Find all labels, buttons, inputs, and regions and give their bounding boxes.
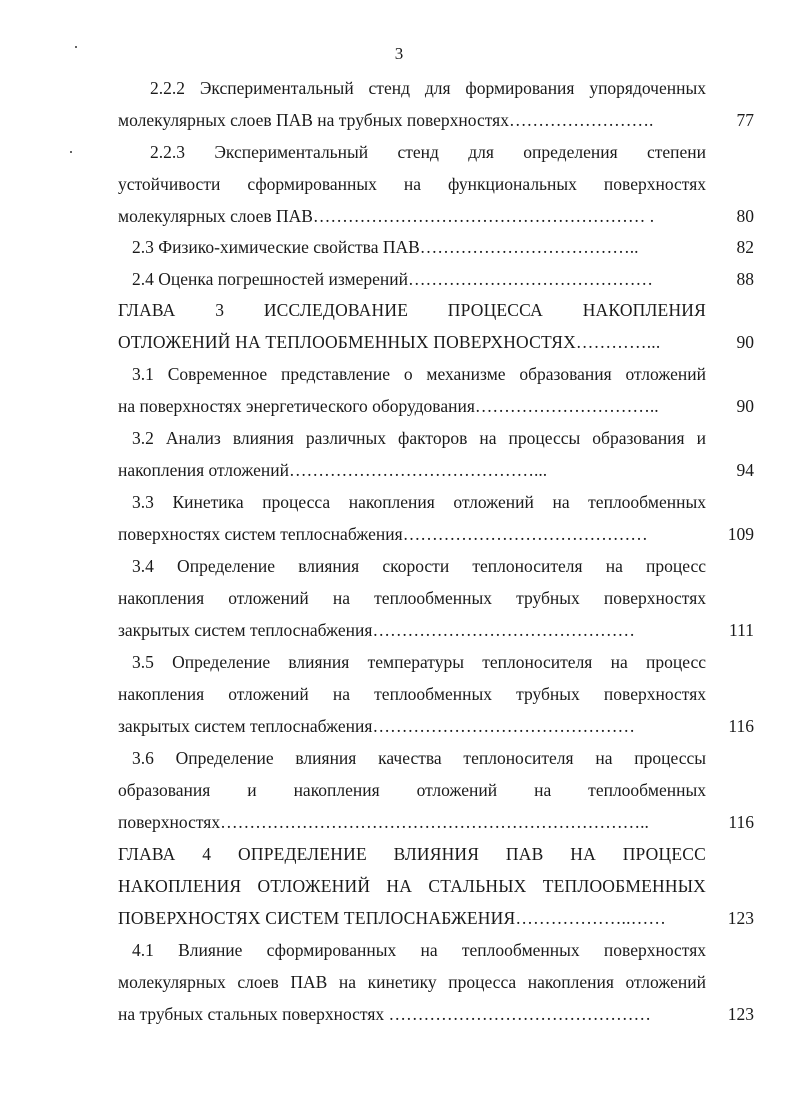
toc-line: 2.2.2 Экспериментальный стенд для формирования упорядоченных <box>150 78 706 98</box>
toc-line: 3.4 Определение влияния скорости теплоносителя на процесс <box>132 556 706 576</box>
toc-line: молекулярных слоев ПАВ на трубных поверхностях……………………. <box>118 110 654 130</box>
toc-line: 2.4 Оценка погрешностей измерений…………………………………… <box>132 269 654 289</box>
toc-line: закрытых систем теплоснабжения……………………………………… <box>118 620 635 640</box>
toc-line: закрытых систем теплоснабжения……………………………………… <box>118 716 635 736</box>
toc-line: 3.2 Анализ влияния различных факторов на процессы образования и <box>132 428 706 448</box>
toc-page-number: 94 <box>736 460 754 480</box>
toc-line: поверхностях……………………………………………………………….. <box>118 812 649 832</box>
scan-speck <box>70 151 72 153</box>
toc-line: 3.1 Современное представление о механизме образования отложений <box>132 364 706 384</box>
toc-line: молекулярных слоев ПАВ………………………………………………… . <box>118 206 655 226</box>
toc-page-number: 90 <box>736 332 754 352</box>
toc-page-number: 90 <box>736 396 754 416</box>
toc-page-number: 123 <box>727 1004 754 1024</box>
toc-page-number: 123 <box>727 908 754 928</box>
toc-line: на поверхностях энергетического оборудования………………………….. <box>118 396 659 416</box>
toc-line: ПОВЕРХНОСТЯХ СИСТЕМ ТЕПЛОСНАБЖЕНИЯ………………..…… <box>118 908 667 928</box>
toc-line: 2.2.3 Экспериментальный стенд для определения степени <box>150 142 706 162</box>
toc-line: молекулярных слоев ПАВ на кинетику процесса накопления отложений <box>118 972 706 992</box>
toc-page-number: 82 <box>736 237 754 257</box>
toc-page-number: 80 <box>736 206 754 226</box>
toc-page-number: 111 <box>729 620 754 640</box>
toc-page-number: 116 <box>728 812 754 832</box>
toc-page-number: 109 <box>727 524 754 544</box>
toc-page-number: 88 <box>736 269 754 289</box>
toc-line: НАКОПЛЕНИЯ ОТЛОЖЕНИЙ НА СТАЛЬНЫХ ТЕПЛООБМЕННЫХ <box>118 876 706 896</box>
toc-line: образования и накопления отложений на теплообменных <box>118 780 706 800</box>
toc-line: 3.6 Определение влияния качества теплоносителя на процессы <box>132 748 706 768</box>
toc-page-number: 116 <box>728 716 754 736</box>
toc-line: ГЛАВА 4 ОПРЕДЕЛЕНИЕ ВЛИЯНИЯ ПАВ НА ПРОЦЕСС <box>118 844 706 864</box>
page-number: 3 <box>394 44 404 63</box>
toc-line: накопления отложений на теплообменных трубных поверхностях <box>118 588 706 608</box>
toc-line: ОТЛОЖЕНИЙ НА ТЕПЛООБМЕННЫХ ПОВЕРХНОСТЯХ…………... <box>118 332 661 352</box>
toc-line: устойчивости сформированных на функциональных поверхностях <box>118 174 706 194</box>
toc-line: накопления отложений на теплообменных трубных поверхностях <box>118 684 706 704</box>
toc-line: поверхностях систем теплоснабжения…………………………………… <box>118 524 648 544</box>
toc-page-number: 77 <box>736 110 754 130</box>
toc-line: 3.3 Кинетика процесса накопления отложений на теплообменных <box>132 492 706 512</box>
toc-line: ГЛАВА 3 ИССЛЕДОВАНИЕ ПРОЦЕССА НАКОПЛЕНИЯ <box>118 300 706 320</box>
toc-line: накопления отложений……………………………………... <box>118 460 548 480</box>
toc-line: 3.5 Определение влияния температуры теплоносителя на процесс <box>132 652 706 672</box>
toc-line: на трубных стальных поверхностях ……………………………………… <box>118 1004 652 1024</box>
toc-line: 4.1 Влияние сформированных на теплообменных поверхностях <box>132 940 706 960</box>
toc-line: 2.3 Физико-химические свойства ПАВ……………………………….. <box>132 237 639 257</box>
